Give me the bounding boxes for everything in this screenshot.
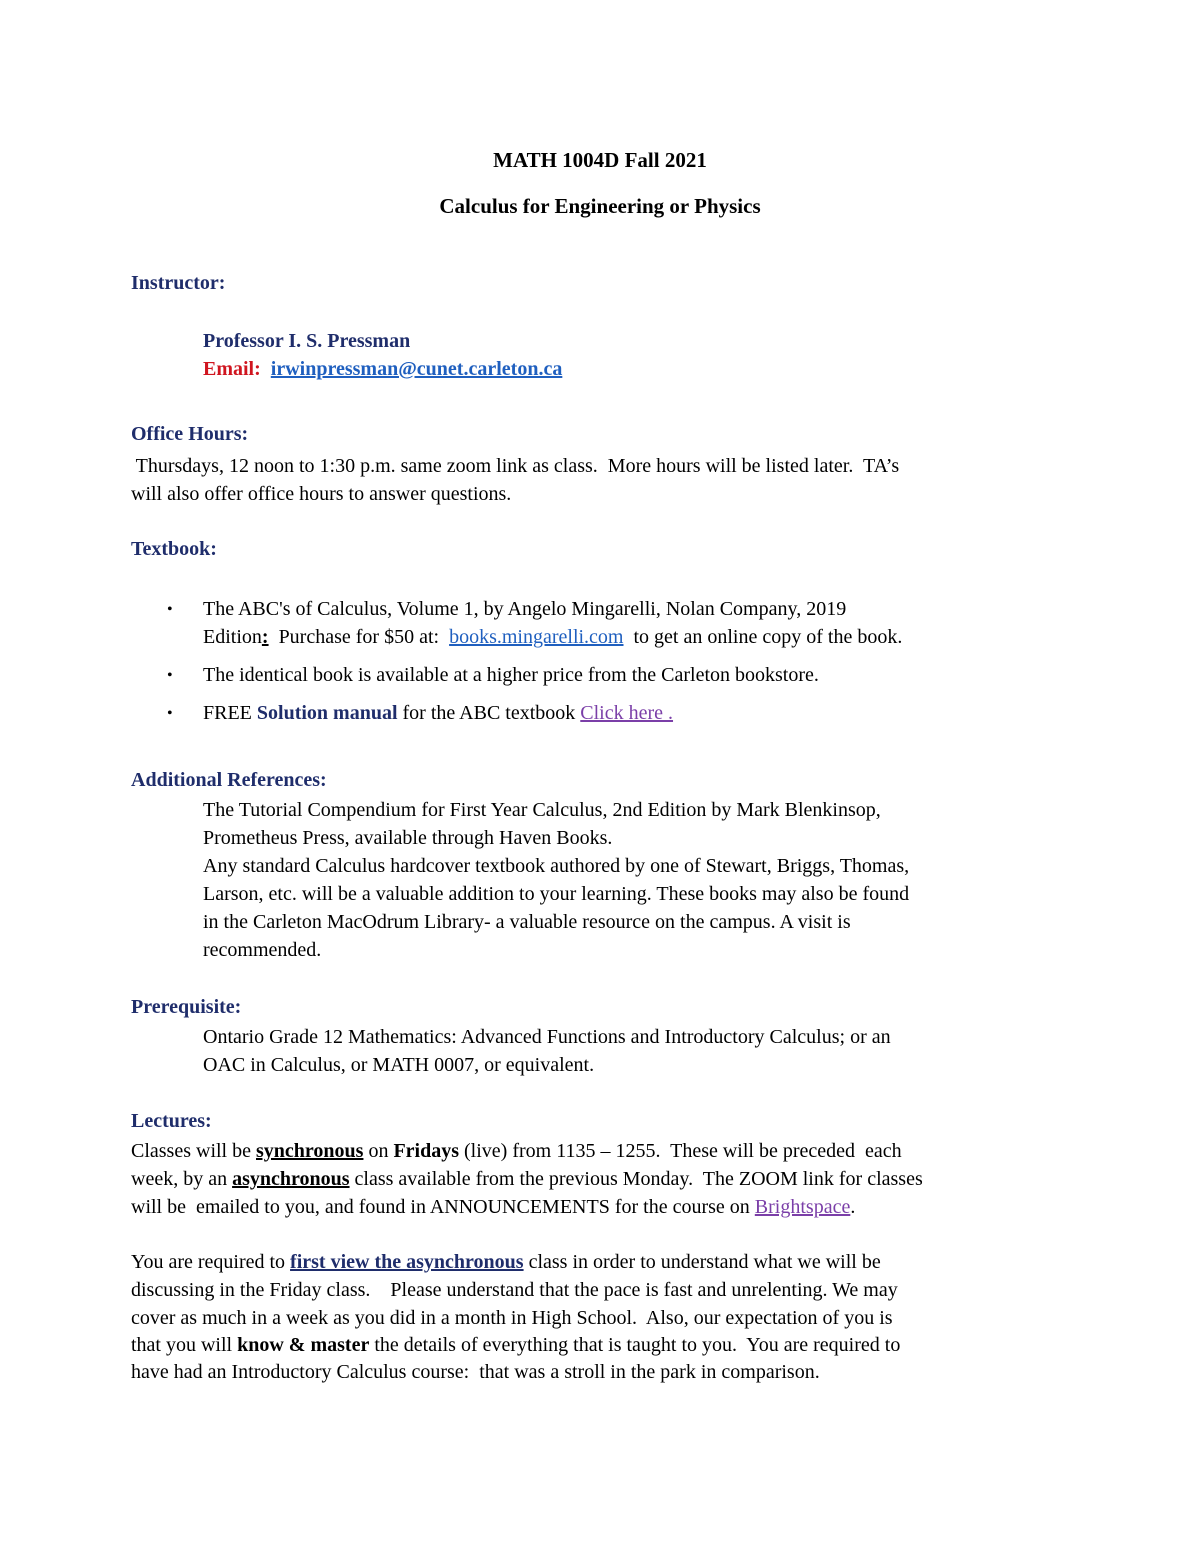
course-title: Calculus for Engineering or Physics xyxy=(439,194,761,218)
text-that-you-will: that you will xyxy=(131,1334,238,1356)
lectures-p2-line-3: cover as much in a week as you did in a month in High School. Also, our expectation of you is xyxy=(131,1307,893,1329)
text-live-time: (live) from 1135 – 1255. These will be preceded each xyxy=(459,1140,902,1162)
solution-manual-link[interactable]: Click here . xyxy=(580,702,674,724)
textbook-item-1-line-1: The ABC's of Calculus, Volume 1, by Angelo Mingarelli, Nolan Company, 2019 xyxy=(203,598,847,620)
bullet-icon: • xyxy=(167,705,173,722)
lectures-heading: Lectures: xyxy=(131,1110,212,1132)
prerequisite-line-1: Ontario Grade 12 Mathematics: Advanced Functions and Introductory Calculus; or an xyxy=(203,1026,891,1048)
course-code: MATH 1004D Fall 2021 xyxy=(493,148,707,172)
text-class-in-order: class in order to understand what we will be xyxy=(523,1251,881,1273)
text-period: . xyxy=(850,1196,856,1218)
office-hours-line-2: will also offer office hours to answer questions. xyxy=(131,483,512,505)
text-for-abc: for the ABC textbook xyxy=(397,702,581,724)
solution-manual-label: Solution manual xyxy=(256,702,398,724)
lectures-p2-line-4 xyxy=(131,1331,900,1359)
email-link[interactable]: irwinpressman@cunet.carleton.ca xyxy=(270,358,563,380)
bullet-icon: • xyxy=(167,667,173,684)
know-master-label: know & master xyxy=(237,1334,370,1356)
text-online-copy: to get an online copy of the book. xyxy=(623,626,903,648)
first-view-async-link[interactable]: first view the asynchronous xyxy=(290,1251,524,1273)
brightspace-link[interactable]: Brightspace xyxy=(754,1196,851,1218)
lectures-p1-line-1 xyxy=(131,1137,902,1165)
text-classes-will-be: Classes will be xyxy=(131,1140,256,1162)
lectures-p1-line-2 xyxy=(131,1165,923,1193)
synchronous-label: synchronous xyxy=(256,1140,364,1162)
lectures-p2-line-5: have had an Introductory Calculus course: that was a stroll in the park in comparison. xyxy=(131,1361,820,1383)
text-week-by-an: week, by an xyxy=(131,1168,233,1190)
textbook-heading: Textbook: xyxy=(131,538,217,560)
office-hours-line-1: Thursdays, 12 noon to 1:30 p.m. same zoom link as class. More hours will be listed later. TA’s xyxy=(131,455,900,477)
textbook-item-1-line-2 xyxy=(203,623,902,651)
text-you-are-required: You are required to xyxy=(131,1251,291,1273)
text-purchase: Purchase for $50 at: xyxy=(268,626,450,648)
lectures-p2-line-2: discussing in the Friday class. Please understand that the pace is fast and unrelenting. We may xyxy=(131,1279,898,1301)
office-hours-heading: Office Hours: xyxy=(131,423,249,445)
lectures-p1-line-3 xyxy=(131,1193,855,1221)
instructor-heading: Instructor: xyxy=(131,272,226,294)
bullet-icon: • xyxy=(167,601,173,618)
text-will-be-emailed: will be emailed to you, and found in ANNOUNCEMENTS for the course on xyxy=(131,1196,755,1218)
textbook-item-2: The identical book is available at a higher price from the Carleton bookstore. xyxy=(203,664,819,686)
instructor-name: Professor I. S. Pressman xyxy=(203,330,411,352)
text-edition: Edition xyxy=(203,626,262,648)
references-line-1: The Tutorial Compendium for First Year Calculus, 2nd Edition by Mark Blenkinsop, xyxy=(203,799,881,821)
references-heading: Additional References: xyxy=(131,769,327,791)
prerequisite-line-2: OAC in Calculus, or MATH 0007, or equivalent. xyxy=(203,1054,595,1076)
text-free: FREE xyxy=(203,702,257,724)
text-on: on xyxy=(363,1140,394,1162)
books-link[interactable]: books.mingarelli.com xyxy=(449,626,624,648)
lectures-p2-line-1 xyxy=(131,1248,881,1276)
references-line-4: Larson, etc. will be a valuable addition to your learning. These books may also be found xyxy=(203,883,910,905)
references-line-6: recommended. xyxy=(203,939,322,961)
prerequisite-heading: Prerequisite: xyxy=(131,996,242,1018)
text-details: the details of everything that is taught to you. You are required to xyxy=(369,1334,901,1356)
references-line-2: Prometheus Press, available through Haven Books. xyxy=(203,827,613,849)
textbook-item-3 xyxy=(203,699,673,727)
text-class-available: class available from the previous Monday. The ZOOM link for classes xyxy=(349,1168,923,1190)
fridays-label: Fridays xyxy=(393,1140,460,1162)
references-line-3: Any standard Calculus hardcover textbook authored by one of Stewart, Briggs, Thomas, xyxy=(203,855,910,877)
asynchronous-label: asynchronous xyxy=(232,1168,350,1190)
text-colon: : xyxy=(261,626,269,648)
instructor-email-line xyxy=(203,355,562,383)
email-label: Email: xyxy=(203,358,261,380)
references-line-5: in the Carleton MacOdrum Library- a valuable resource on the campus. A visit is xyxy=(203,911,851,933)
